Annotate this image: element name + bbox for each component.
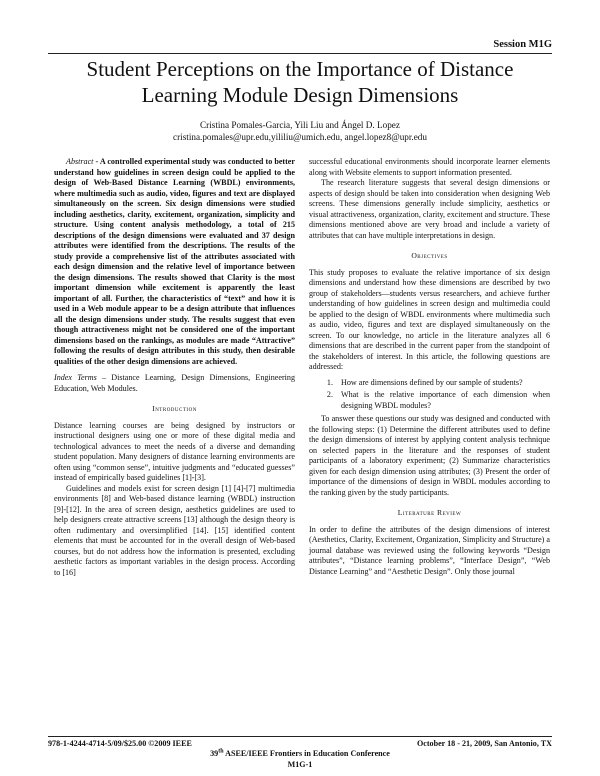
abstract-body: - A controlled experimental study was conducted to better understand how guidelines in screen design could be applied to the design of Web-Based Distance Learning (WBDL) environments, where multimedia such as audio, video, figures and text are displayed simultaneously on the screen. Six design dimensions were studied including aesthetics, clarity, excitement, organization, simplicity and structure. Using content analysis methodology, a total of 215 descriptions of the design dimensions were evaluated and 37 design attributes were identified from the descriptions. The results of the study provide a comprehensive list of the attributes associated with each design dimension and the relative level of importance between the design dimensions. The results showed that Clarity is the most important dimension while excitement is apparently the least important of all. Further, the characteristics of “text” and how it is used in a Web module appear to be a design attribute that influences all the design dimensions under study. The results suggest that even though attractiveness might not be considered one of the important dimensions based on the rankings, as modules are made “Attractive” following the results of design attributes in this study, then desirable qualities of the other design dimensions are achieved. (54, 157, 295, 366)
footer-conference (48, 749, 552, 758)
conference-name: ASEE/IEEE Frontiers in Education Conference (223, 749, 390, 758)
objectives-paragraph-1: This study proposes to evaluate the relative importance of six design dimensions and understand how these dimensions are described by two group of stakeholders—students versus researchers, and achieve further understanding of how guidelines in screen design and multimedia could be applied to the design of WBDL environments where multimedia such as audio, video, figures and text are displayed simultaneously on the screen. To our knowledge, no article in the literature analyzes all 6 dimensions that are described in the current paper from the standpoint of the stakeholders of interest. In this article, the following questions are addressed: (309, 267, 550, 371)
index-terms-label: Index Terms (54, 373, 97, 382)
introduction-heading: Introduction (152, 404, 197, 413)
index-terms (54, 373, 295, 394)
footer-line-1 (48, 739, 552, 748)
header-rule (48, 53, 552, 54)
objectives-heading: Objectives (411, 251, 448, 260)
footer-isbn: 978-1-4244-4714-5/09/$25.00 ©2009 IEEE (48, 739, 192, 748)
conference-number: 39 (210, 749, 219, 758)
conference-ordinal: th (218, 748, 224, 755)
footer-date: October 18 - 21, 2009, San Antonio, TX (416, 739, 552, 748)
session-label: Session M1G (493, 39, 552, 50)
literature-review-heading: Literature Review (397, 508, 462, 517)
author-names: Cristina Pomales-Garcia, Yili Liu and Ángel D. Lopez (200, 120, 400, 130)
page-number: M1G-1 (287, 760, 313, 769)
objectives-paragraph-2: To answer these questions our study was designed and conducted with the following steps: (1) Determine the different attributes used to define the design dimensions of interest by applying content analysis technique on selected papers in the literature and the responses of student participants of a laboratory experiment; (2) Summarize characteristics given for each design dimension using attributes; (3) Present the order of importance of the dimensions of design in WBDL modules according to the ranking given by the study participants. (309, 414, 550, 497)
research-paragraph: The research literature suggests that several design dimensions or aspects of design should be taken into consideration when designing Web screens. These dimensions generally include simplicity, aesthetics or visual attractiveness, organization, clarity, excitement and structure. These dimensions mentioned above are very broad and include a variety of attributes that can have multiple interpretations in design. (309, 178, 550, 240)
abstract (54, 157, 295, 367)
title-line-1: Student Perceptions on the Importance of Distance (86, 57, 514, 81)
introduction-paragraph-2: Guidelines and models exist for screen design [1] [4]-[7] multimedia environments [8] and Web-based distance learning (WBDL) instruction [9]-[12]. In the area of screen design, aesthetics guidelines are used to help designers create attractive screens [13] although the design theory is often rudimentary and oversimplified [14]. [15] identified content elements that must be accounted for in the overall design of Web-based courses, but do not address how the information is presented, excluding aesthetic factors as important variables in the design process. According to [16] (54, 483, 295, 577)
introduction-paragraph-1: Distance learning courses are being designed by instructors or instructional designers using one or more of these digital media and technological advances to meet the needs of a diverse and demanding student population. Many designers of distance learning environments are often using “common sense”, intuitive judgments and “educated guesses” instead of empirically based guidelines [1]-[3]. (54, 420, 295, 482)
list-item: 2. What is the relative importance of each dimension when designing WBDL modules? (335, 390, 550, 411)
abstract-label: Abstract (66, 157, 94, 166)
footer-rule (48, 736, 552, 737)
author-emails: cristina.pomales@upr.edu,yililiu@umich.edu, angel.lopez8@upr.edu (173, 132, 427, 142)
continued-paragraph: successful educational environments should incorporate learner elements along with Website elements to support information presented. (309, 157, 550, 177)
title-line-2: Learning Module Design Dimensions (141, 83, 459, 107)
literature-review-paragraph: In order to define the attributes of the design dimensions of interest (Aesthetics, Clarity, Excitement, Organization, Simplicity and Structure) a journal database was reviewed using the following keywords “Design attributes”, “Distance learning problems”, “Interface Design”, “Web Distance Learning” and “Aesthetic Design”. Only those journal (309, 524, 550, 576)
right-column (309, 157, 550, 577)
list-item: 1. How are dimensions defined by our sample of students? (335, 378, 550, 389)
index-terms-body: – Distance Learning, Design Dimensions, Engineering Education, Web Modules. (54, 373, 295, 393)
paper-title (40, 56, 560, 108)
left-column (54, 157, 295, 578)
author-block (40, 119, 560, 143)
research-questions-list (309, 378, 550, 412)
